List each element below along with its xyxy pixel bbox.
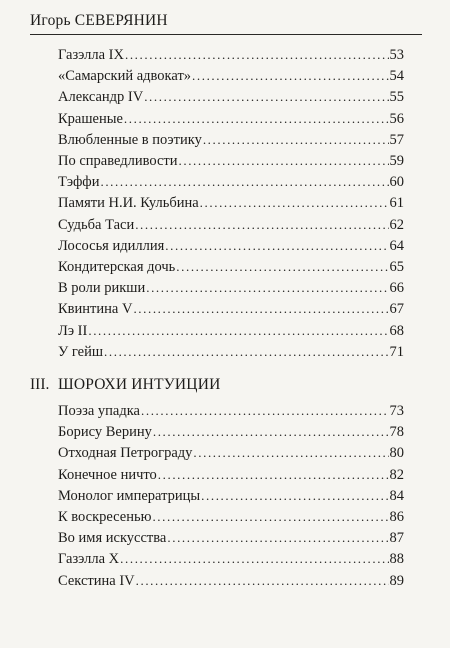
toc-entry-page-number: 54 [389,68,404,85]
dot-leader [88,322,388,340]
toc-entry [58,300,404,318]
toc-entry-title: Газэлла X [58,551,120,568]
dot-leader [192,67,388,85]
toc-entry-title: Отходная Петрограду [58,445,193,462]
toc-entry [58,110,404,128]
toc-entry-title: Во имя искусства [58,530,167,547]
toc-entry-page-number: 78 [389,424,404,441]
dot-leader [135,216,388,234]
toc-entry-title: Конечное ничто [58,466,157,483]
toc-entry-title: Газэлла IX [58,47,124,63]
toc-entry-title: По справедливости [58,153,178,169]
toc-entry-page-number: 89 [389,572,404,589]
toc-entry [58,237,404,255]
toc-entry [58,194,404,212]
header-rule [30,34,422,35]
dot-leader [203,131,389,149]
toc-entry [58,258,404,276]
toc-entry [58,216,404,234]
toc-entry-title: Александр IV [58,89,144,106]
toc-entry-page-number: 56 [389,110,404,127]
toc-entry-page-number: 66 [389,280,404,297]
dot-leader [133,300,388,318]
dot-leader [179,152,389,170]
toc-entry [58,508,404,526]
toc-entry-page-number: 71 [389,343,404,360]
toc-entry [58,487,404,505]
dot-leader [193,444,388,462]
toc-entry-title: К воскресенью [58,509,152,525]
toc-entry-page-number: 57 [389,131,404,148]
dot-leader [120,550,388,568]
toc-entry [58,67,404,85]
toc-entry-title: Памяти Н.И. Кульбина [58,195,199,212]
toc-entry-title: В роли рикши [58,280,146,297]
toc-entry-title: Лососья идиллия [58,237,165,254]
toc-entry-page-number: 65 [389,259,404,275]
toc-entry-page-number: 80 [389,445,404,462]
section-number: III. [30,376,50,393]
dot-leader [158,466,389,484]
dot-leader [141,402,389,420]
toc-entry-title: Монолог императрицы [58,487,201,504]
toc-entry-page-number: 59 [389,153,404,169]
toc-entry [58,402,404,420]
toc-entry [58,279,404,297]
toc-entry-page-number: 55 [389,89,404,106]
toc-entry-page-number: 62 [389,216,404,233]
toc-entry-page-number: 88 [389,551,404,568]
dot-leader [144,88,388,106]
dot-leader [167,529,388,547]
dot-leader [104,343,388,361]
dot-leader [153,423,389,441]
toc-entry-page-number: 68 [389,322,404,339]
toc-entry-title: У гейш [58,343,104,360]
toc-entry [58,550,404,568]
toc-entry-title: Тэффи [58,174,100,191]
toc-entry [58,173,404,191]
dot-leader [201,487,388,505]
toc-entry-title: Крашеные [58,110,123,127]
section-heading [30,375,221,395]
dot-leader [176,258,388,276]
dot-leader [146,279,388,297]
toc-entry-page-number: 82 [389,466,404,483]
dot-leader [152,508,388,526]
toc-entry-title: Влюбленные в поэтику [58,131,202,148]
toc-entry [58,131,404,149]
toc-entry-page-number: 87 [389,530,404,547]
toc-entry [58,466,404,484]
section-title: ШОРОХИ ИНТУИЦИИ [58,376,221,393]
toc-entry-title: Секстина IV [58,572,135,589]
toc-entry-title: «Самарский адвокат» [58,68,192,85]
toc-entry-page-number: 53 [389,47,404,63]
dot-leader [165,237,388,255]
toc-entry-page-number: 86 [389,509,404,525]
toc-entry-page-number: 64 [389,237,404,254]
toc-entry [58,88,404,106]
toc-entry-page-number: 84 [389,487,404,504]
toc-entry-page-number: 73 [389,403,404,419]
toc-entry-page-number: 67 [389,301,404,318]
toc-entry-title: Квинтина V [58,301,133,318]
toc-entry [58,322,404,340]
toc-entry-title: Борису Верину [58,424,152,441]
dot-leader [200,194,389,212]
dot-leader [100,173,388,191]
dot-leader [125,46,389,64]
running-header: Игорь СЕВЕРЯНИН [30,12,168,29]
toc-entry-page-number: 61 [389,195,404,212]
toc-entry [58,572,404,590]
toc-entry-page-number: 60 [389,174,404,191]
toc-entry-title: Лэ II [58,322,88,339]
toc-entry-title: Кондитерская дочь [58,259,176,275]
toc-entry-title: Судьба Таси [58,216,135,233]
dot-leader [124,110,389,128]
toc-entry [58,46,404,64]
toc-entry-title: Поэза упадка [58,403,140,419]
toc-entry [58,343,404,361]
toc-entry [58,152,404,170]
dot-leader [136,572,389,590]
toc-entry [58,444,404,462]
toc-entry [58,529,404,547]
toc-entry [58,423,404,441]
